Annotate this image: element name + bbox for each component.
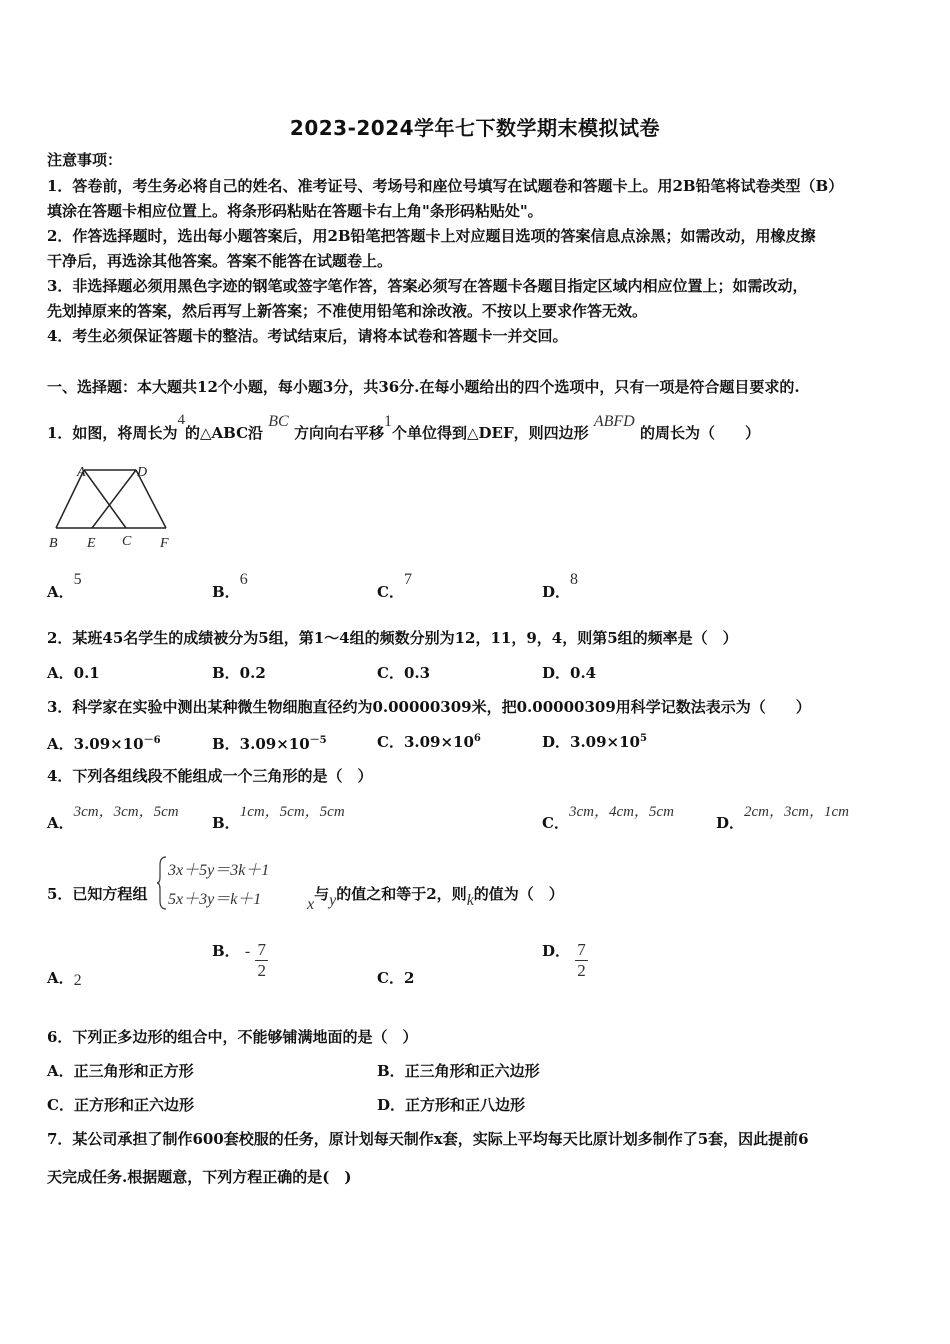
option[interactable]	[542, 571, 579, 602]
option[interactable]: C．正方形和正六边形	[47, 1096, 194, 1114]
option-value: 2	[403, 969, 415, 987]
option-value: 8	[570, 571, 579, 588]
q5-text: 5．已知方程组	[47, 885, 148, 903]
equation-brace	[156, 855, 168, 911]
option-value: 3cm，4cm，5cm	[568, 804, 674, 820]
q1-text: 的△ABC沿	[184, 424, 264, 442]
point-label-c: C	[122, 534, 132, 549]
option[interactable]	[212, 731, 327, 754]
option[interactable]	[542, 731, 647, 752]
option-label: A．3.09×10	[47, 735, 144, 753]
option-exponent: 5	[639, 733, 647, 744]
option[interactable]: D．正方形和正八边形	[377, 1096, 526, 1114]
point-label-a: A	[77, 465, 86, 480]
option-label: A．	[47, 583, 74, 601]
option[interactable]	[212, 804, 345, 833]
question-2: 2．某班45名学生的成绩被分为5组，第1～4组的频数分别为12，11，9，4，则第5组的频率是（ ）	[47, 629, 738, 647]
option[interactable]: C．0.3	[377, 664, 431, 682]
equation-1: 3x＋5y＝3k＋1	[168, 862, 270, 879]
option-label: D．	[542, 941, 571, 960]
option[interactable]: A．正三角形和正方形	[47, 1062, 194, 1080]
option[interactable]: B．正三角形和正六边形	[377, 1062, 540, 1080]
option-exponent: 6	[473, 733, 481, 744]
fraction-denominator: 2	[257, 961, 266, 980]
option-value: 7	[403, 571, 412, 588]
option[interactable]	[716, 804, 849, 833]
question-1	[47, 412, 760, 443]
option[interactable]	[47, 731, 161, 754]
notes-line: 先划掉原来的答案，然后再写上新答案；不准使用铅笔和涂改液。不按以上要求作答无效。	[47, 302, 648, 320]
option-value: 3cm，3cm，5cm	[73, 804, 179, 820]
option-label: C．	[377, 969, 404, 987]
segment-de	[92, 470, 136, 528]
option[interactable]	[212, 940, 268, 981]
option[interactable]	[377, 731, 481, 752]
question-7: 7．某公司承担了制作600套校服的任务，原计划每天制作x套，实际上平均每天比原计划多制作了5套，因此提前6	[47, 1130, 809, 1148]
question-5	[307, 883, 564, 913]
option-fraction	[575, 940, 588, 981]
q5-variable: x	[307, 896, 315, 913]
q1-value: ABFD	[593, 413, 635, 430]
question-6: 6．下列正多边形的组合中，不能够铺满地面的是（ ）	[47, 1028, 418, 1046]
q5-text: 的值之和等于2，则	[336, 885, 467, 903]
q1-value: 1	[383, 413, 392, 430]
q1-text: 方向向右平移	[293, 424, 384, 442]
fraction-numerator: 7	[577, 940, 586, 959]
notes-line: 2．作答选择题时，选出每小题答案后，用2B铅笔把答题卡上对应题目选项的答案信息点涂黑；如需改动，用橡皮擦	[47, 227, 816, 245]
option-fraction	[255, 940, 268, 981]
point-label-f: F	[160, 536, 169, 551]
notes-line: 1．答卷前，考生务必将自己的姓名、准考证号、考场号和座位号填写在试题卷和答题卡上。用2B铅笔将试卷类型（B）	[47, 177, 844, 195]
q5-text: 的值为（ ）	[473, 885, 564, 903]
q1-value: 4	[177, 412, 185, 428]
option-value: 1cm，5cm，5cm	[239, 804, 345, 820]
option[interactable]	[377, 967, 414, 988]
q5-variable: y	[329, 892, 337, 909]
option-label: A．	[47, 969, 74, 987]
option-label: B．	[212, 941, 240, 960]
point-label-b: B	[49, 536, 58, 551]
section-heading: 一、选择题：本大题共12个小题，每小题3分，共36分.在每小题给出的四个选项中，只有一项是符合题目要求的.	[47, 378, 800, 396]
notes-line: 填涂在答题卡相应位置上。将条形码粘贴在答题卡右上角"条形码粘贴处"。	[47, 202, 543, 220]
option[interactable]	[47, 804, 179, 833]
notes-line: 干净后，再选涂其他答案。答案不能答在试题卷上。	[47, 252, 393, 270]
option-value: 2cm，3cm，1cm	[744, 804, 849, 820]
page-title: 2023-2024学年七下数学期末模拟试卷	[289, 116, 661, 140]
q5-variable: k	[466, 892, 474, 909]
option-label: D．	[716, 814, 745, 832]
option[interactable]	[212, 571, 248, 602]
question-4: 4．下列各组线段不能组成一个三角形的是（ ）	[47, 767, 373, 785]
notes-line: 3．非选择题必须用黑色字迹的钢笔或签字笔作答，答案必须写在答题卡各题目指定区域内相应位置上；如需改动，	[47, 277, 808, 295]
option-label: B．3.09×10	[212, 735, 310, 753]
option-label: D．	[542, 583, 571, 601]
point-label-d: D	[137, 465, 148, 480]
q1-text: 的周长为（ ）	[639, 424, 760, 442]
option-label: C．3.09×10	[377, 733, 474, 751]
option-exponent: －5	[309, 735, 327, 746]
option-label: D．3.09×10	[542, 733, 640, 751]
option[interactable]: B．0.2	[212, 664, 266, 682]
option[interactable]: D．0.4	[542, 664, 597, 682]
option-label: B．	[212, 583, 240, 601]
option-exponent: －6	[143, 735, 161, 746]
option-sign: -	[244, 942, 251, 960]
q1-value: BC	[268, 413, 289, 430]
q1-text: 1．如图，将周长为	[47, 424, 178, 442]
fraction-denominator: 2	[577, 961, 586, 980]
option-label: B．	[212, 814, 240, 832]
point-label-e: E	[87, 536, 96, 551]
notes-line: 4．考生必须保证答题卡的整洁。考试结束后，请将本试卷和答题卡一并交回。	[47, 327, 568, 345]
option-value: 2	[73, 972, 82, 989]
question-7-continued: 天完成任务.根据题意，下列方程正确的是( )	[47, 1168, 352, 1186]
option[interactable]: A．0.1	[47, 664, 100, 682]
notes-heading: 注意事项：	[47, 151, 123, 169]
option-value: 5	[73, 571, 82, 588]
option-value: 6	[239, 571, 248, 588]
segment-ac	[84, 470, 126, 528]
question-3: 3．科学家在实验中测出某种微生物细胞直径约为0.00000309米，把0.00000309用科学记数法表示为（ ）	[47, 698, 811, 716]
q5-text: 与	[314, 885, 330, 903]
option[interactable]	[47, 967, 82, 988]
option[interactable]	[542, 940, 588, 981]
option-label: A．	[47, 814, 74, 832]
translation-figure	[44, 460, 184, 555]
option-label: C．	[542, 814, 569, 832]
option[interactable]	[377, 571, 412, 602]
fraction-numerator: 7	[257, 940, 266, 959]
option[interactable]	[542, 804, 674, 833]
option[interactable]	[47, 571, 82, 602]
q1-text: 个单位得到△DEF，则四边形	[391, 424, 589, 442]
option-label: C．	[377, 583, 404, 601]
equation-2: 5x＋3y＝k＋1	[168, 891, 262, 908]
